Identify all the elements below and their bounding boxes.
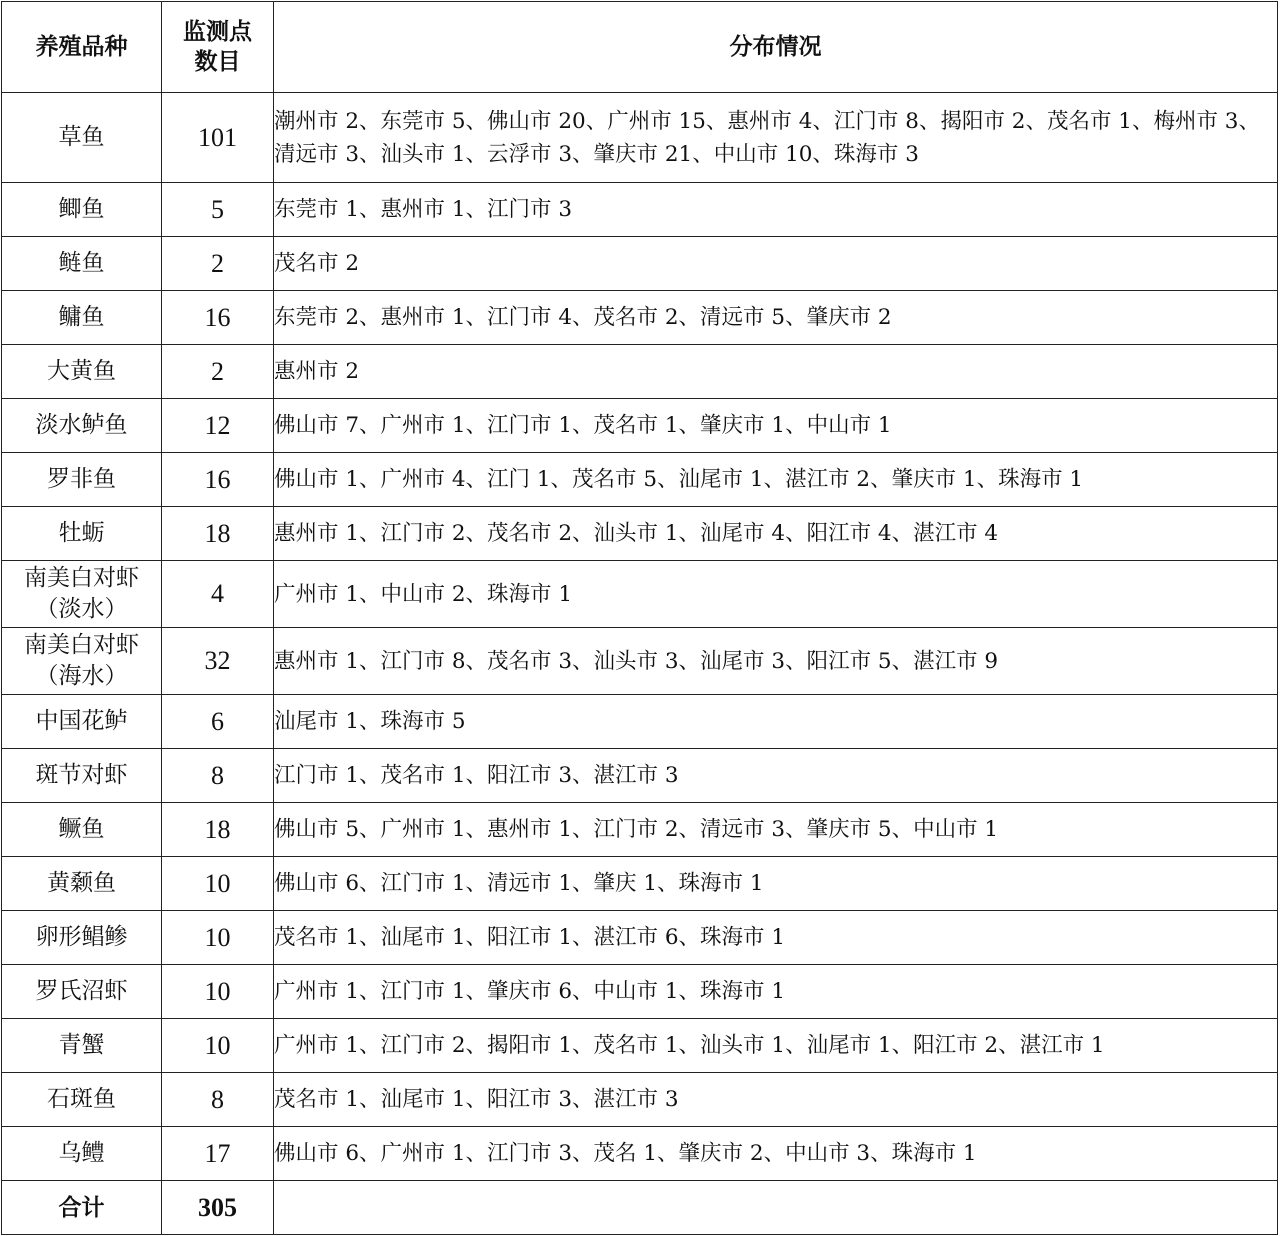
table-row <box>2 857 1278 911</box>
count-cell: 8 <box>162 749 274 803</box>
species-line2: （淡水） <box>35 596 128 622</box>
species-cell: 鲫鱼 <box>2 183 162 237</box>
distribution-cell: 潮州市 2、东莞市 5、佛山市 20、广州市 15、惠州市 4、江门市 8、揭阳市 2、茂名市 1、梅州市 3、清远市 3、汕头市 1、云浮市 3、肇庆市 21、中山市 10、珠海市 3 <box>274 93 1278 183</box>
table-row <box>2 803 1278 857</box>
monitoring-table <box>1 1 1278 1235</box>
distribution-cell: 惠州市 1、江门市 2、茂名市 2、汕头市 1、汕尾市 4、阳江市 4、湛江市 4 <box>274 507 1278 561</box>
count-cell: 10 <box>162 857 274 911</box>
table-row <box>2 453 1278 507</box>
count-cell: 32 <box>162 628 274 695</box>
count-cell: 12 <box>162 399 274 453</box>
count-cell: 17 <box>162 1127 274 1181</box>
count-cell: 18 <box>162 803 274 857</box>
count-cell: 2 <box>162 345 274 399</box>
species-cell: 卵形鲳鲹 <box>2 911 162 965</box>
count-cell: 10 <box>162 965 274 1019</box>
distribution-cell: 惠州市 1、江门市 8、茂名市 3、汕头市 3、汕尾市 3、阳江市 5、湛江市 9 <box>274 628 1278 695</box>
header-row <box>2 2 1278 93</box>
species-cell: 大黄鱼 <box>2 345 162 399</box>
distribution-cell: 茂名市 1、汕尾市 1、阳江市 3、湛江市 3 <box>274 1073 1278 1127</box>
count-cell: 8 <box>162 1073 274 1127</box>
table-row <box>2 695 1278 749</box>
distribution-cell: 茂名市 2 <box>274 237 1278 291</box>
header-distribution: 分布情况 <box>274 2 1278 93</box>
species-line1: 南美白对虾 <box>24 632 139 658</box>
species-cell: 青蟹 <box>2 1019 162 1073</box>
species-cell: 中国花鲈 <box>2 695 162 749</box>
distribution-cell: 佛山市 1、广州市 4、江门 1、茂名市 5、汕尾市 1、湛江市 2、肇庆市 1、珠海市 1 <box>274 453 1278 507</box>
table-row <box>2 345 1278 399</box>
count-cell: 5 <box>162 183 274 237</box>
total-count: 305 <box>162 1181 274 1235</box>
distribution-cell: 广州市 1、中山市 2、珠海市 1 <box>274 561 1278 628</box>
species-cell: 鲢鱼 <box>2 237 162 291</box>
species-cell: 石斑鱼 <box>2 1073 162 1127</box>
distribution-cell: 广州市 1、江门市 2、揭阳市 1、茂名市 1、汕头市 1、汕尾市 1、阳江市 2、湛江市 1 <box>274 1019 1278 1073</box>
table-row <box>2 749 1278 803</box>
table-row <box>2 93 1278 183</box>
species-cell: 罗非鱼 <box>2 453 162 507</box>
total-distribution-cell <box>274 1181 1278 1235</box>
species-cell <box>2 628 162 695</box>
table-row <box>2 399 1278 453</box>
species-cell: 草鱼 <box>2 93 162 183</box>
count-cell: 16 <box>162 453 274 507</box>
table-row <box>2 291 1278 345</box>
count-cell: 10 <box>162 911 274 965</box>
distribution-cell: 东莞市 2、惠州市 1、江门市 4、茂名市 2、清远市 5、肇庆市 2 <box>274 291 1278 345</box>
distribution-cell: 佛山市 6、广州市 1、江门市 3、茂名 1、肇庆市 2、中山市 3、珠海市 1 <box>274 1127 1278 1181</box>
distribution-cell: 江门市 1、茂名市 1、阳江市 3、湛江市 3 <box>274 749 1278 803</box>
total-row <box>2 1181 1278 1235</box>
species-cell <box>2 561 162 628</box>
header-species: 养殖品种 <box>2 2 162 93</box>
species-cell: 牡蛎 <box>2 507 162 561</box>
distribution-cell: 茂名市 1、汕尾市 1、阳江市 1、湛江市 6、珠海市 1 <box>274 911 1278 965</box>
table-row <box>2 628 1278 695</box>
distribution-cell: 佛山市 6、江门市 1、清远市 1、肇庆 1、珠海市 1 <box>274 857 1278 911</box>
distribution-cell: 东莞市 1、惠州市 1、江门市 3 <box>274 183 1278 237</box>
species-cell: 乌鳢 <box>2 1127 162 1181</box>
species-cell: 罗氏沼虾 <box>2 965 162 1019</box>
species-cell: 黄颡鱼 <box>2 857 162 911</box>
count-cell: 4 <box>162 561 274 628</box>
table-row <box>2 507 1278 561</box>
table-row <box>2 1073 1278 1127</box>
species-line1: 南美白对虾 <box>24 565 139 591</box>
table-row <box>2 561 1278 628</box>
table-row <box>2 237 1278 291</box>
distribution-cell: 广州市 1、江门市 1、肇庆市 6、中山市 1、珠海市 1 <box>274 965 1278 1019</box>
table-row <box>2 183 1278 237</box>
count-cell: 10 <box>162 1019 274 1073</box>
distribution-cell: 佛山市 7、广州市 1、江门市 1、茂名市 1、肇庆市 1、中山市 1 <box>274 399 1278 453</box>
table-row <box>2 911 1278 965</box>
header-count <box>162 2 274 93</box>
table-row <box>2 1019 1278 1073</box>
count-cell: 16 <box>162 291 274 345</box>
species-cell: 鳙鱼 <box>2 291 162 345</box>
species-line2: （海水） <box>35 663 128 689</box>
table-row <box>2 965 1278 1019</box>
distribution-cell: 惠州市 2 <box>274 345 1278 399</box>
count-cell: 18 <box>162 507 274 561</box>
count-cell: 2 <box>162 237 274 291</box>
total-label: 合计 <box>2 1181 162 1235</box>
species-cell: 淡水鲈鱼 <box>2 399 162 453</box>
count-cell: 6 <box>162 695 274 749</box>
count-cell: 101 <box>162 93 274 183</box>
header-count-line2: 数目 <box>194 48 241 75</box>
species-cell: 鳜鱼 <box>2 803 162 857</box>
distribution-cell: 汕尾市 1、珠海市 5 <box>274 695 1278 749</box>
distribution-cell: 佛山市 5、广州市 1、惠州市 1、江门市 2、清远市 3、肇庆市 5、中山市 1 <box>274 803 1278 857</box>
species-cell: 斑节对虾 <box>2 749 162 803</box>
table-row <box>2 1127 1278 1181</box>
header-count-line1: 监测点 <box>183 18 252 45</box>
